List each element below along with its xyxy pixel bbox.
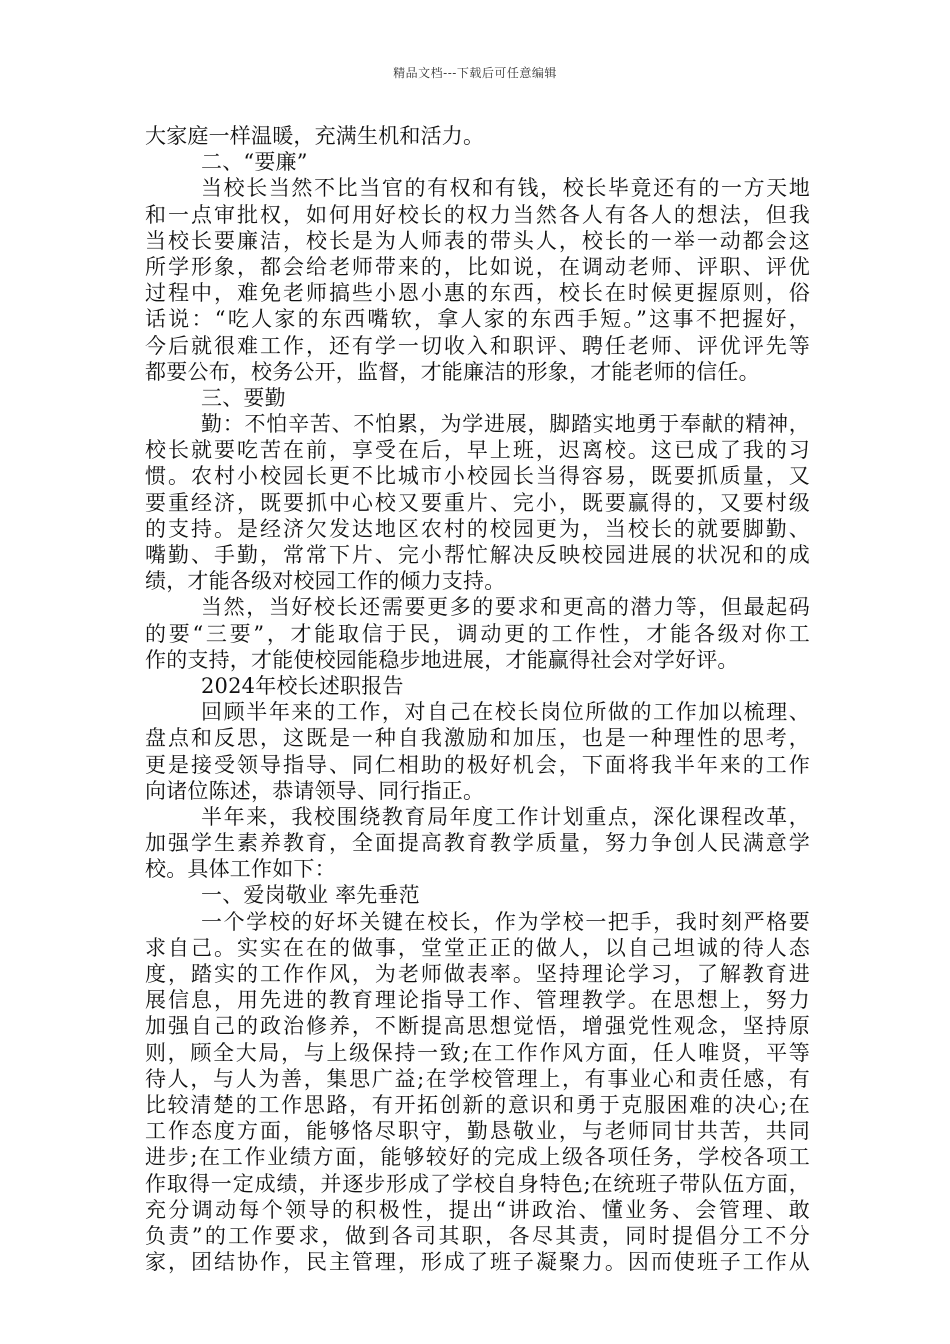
text-line: 校。具体工作如下： [145,857,336,882]
text-line: 当校长当然不比当官的有权和有钱，校长毕竟还有的一方天地 [201,176,810,201]
text-line: 要重经济，既要抓中心校又要重片、完小，既要赢得的，又要村级 [145,490,810,515]
text-line: 负责”的工作要求，做到各司其职，各尽其责，同时提倡分工不分 [145,1223,810,1248]
text-line: 盘点和反思，这既是一种自我激励和加压，也是一种理性的思考， [145,726,810,751]
text-line: 待人，与人为善，集思广益;在学校管理上，有事业心和责任感，有 [145,1066,810,1091]
text-line: 向诸位陈述，恭请领导、同行指正。 [145,778,485,803]
text-line: 绩，才能各级对校园工作的倾力支持。 [145,569,506,594]
text-line: 嘴勤、手勤，常常下片、完小帮忙解决反映校园进展的状况和的成 [145,543,810,567]
document-body [145,123,810,1275]
text-line: 加强自己的政治修养，不断提高思想觉悟，增强党性观念，坚持原 [145,1014,810,1039]
text-line: 都要公布，校务公开，监督，才能廉洁的形象，才能老师的信任。 [145,359,760,384]
text-line: 求自己。实实在在的做事，堂堂正正的做人，以自己坦诚的待人态 [145,935,810,960]
text-line: 当然，当好校长还需要更多的要求和更高的潜力等，但最起码 [201,595,810,620]
text-line: 当校长要廉洁，校长是为人师表的带头人，校长的一举一动都会这 [145,228,810,253]
text-line: 度，踏实的工作作风，为老师做表率。坚持理论学习，了解教育进 [145,962,810,986]
text-line: 话说：“吃人家的东西嘴软，拿人家的东西手短。”这事不把握好， [145,307,810,332]
text-line: 一、爱岗敬业 率先垂范 [201,883,420,908]
text-line: 勤：不怕辛苦、不怕累，为学进展，脚踏实地勇于奉献的精神， [201,412,810,437]
text-line: 进步;在工作业绩方面，能够较好的完成上级各项任务，学校各项工 [145,1145,810,1170]
text-line: 一个学校的好坏关键在校长，作为学校一把手，我时刻严格要 [201,909,810,934]
text-line: 大家庭一样温暖，充满生机和活力。 [145,124,485,148]
text-line: 作取得一定成绩，并逐步形成了学校自身特色;在统班子带队伍方面， [145,1171,810,1196]
text-line: 所学形象，都会给老师带来的，比如说，在调动老师、评职、评优 [145,254,810,279]
text-line: 则，顾全大局，与上级保持一致;在工作作风方面，任人唯贤，平等 [145,1040,810,1065]
text-line: 今后就很难工作，还有学一切收入和职评、聘任老师、评优评先等 [145,333,810,358]
text-line: 校长就要吃苦在前，享受在后，早上班，迟离校。这已成了我的习 [145,438,810,463]
text-line: 半年来，我校围绕教育局年度工作计划重点，深化课程改革， [201,804,810,829]
text-line: 回顾半年来的工作，对自己在校长岗位所做的工作加以梳理、 [201,700,810,725]
text-line: 和一点审批权，如何用好校长的权力当然各人有各人的想法，但我 [145,202,810,227]
text-line: 二、“要廉” [201,150,308,175]
text-line: 的要“三要”，才能取信于民，调动更的工作性，才能各级对你工 [145,621,810,646]
text-line: 家，团结协作，民主管理，形成了班子凝聚力。因而使班子工作从 [145,1250,810,1275]
text-line: 展信息，用先进的教育理论指导工作、管理教学。在思想上，努力 [145,988,810,1013]
text-line: 的支持。是经济欠发达地区农村的校园更为，当校长的就要脚勤、 [145,516,810,541]
page-header: 精品文档---下载后可任意编辑 [393,66,557,80]
text-line: 作的支持，才能使校园能稳步地进展，才能赢得社会对学好评。 [145,647,739,672]
text-line: 过程中，难免老师搞些小恩小惠的东西，校长在时候更握原则，俗 [145,281,810,306]
text-line: 工作态度方面，能够恪尽职守，勤恳敬业，与老师同甘共苦，共同 [145,1119,810,1144]
text-line: 2024年校长述职报告 [201,673,404,698]
text-line: 惯。农村小校园长更不比城市小校园长当得容易，既要抓质量，又 [145,464,810,489]
text-line: 更是接受领导指导、同仁相助的极好机会，下面将我半年来的工作 [145,752,810,777]
text-line: 比较清楚的工作思路，有开拓创新的意识和勇于克服困难的决心;在 [145,1092,810,1117]
text-line: 三、要勤 [201,385,286,410]
text-line: 加强学生素养教育，全面提高教育教学质量，努力争创人民满意学 [145,831,810,856]
text-line: 充分调动每个领导的积极性，提出“讲政治、懂业务、会管理、敢 [145,1197,810,1222]
